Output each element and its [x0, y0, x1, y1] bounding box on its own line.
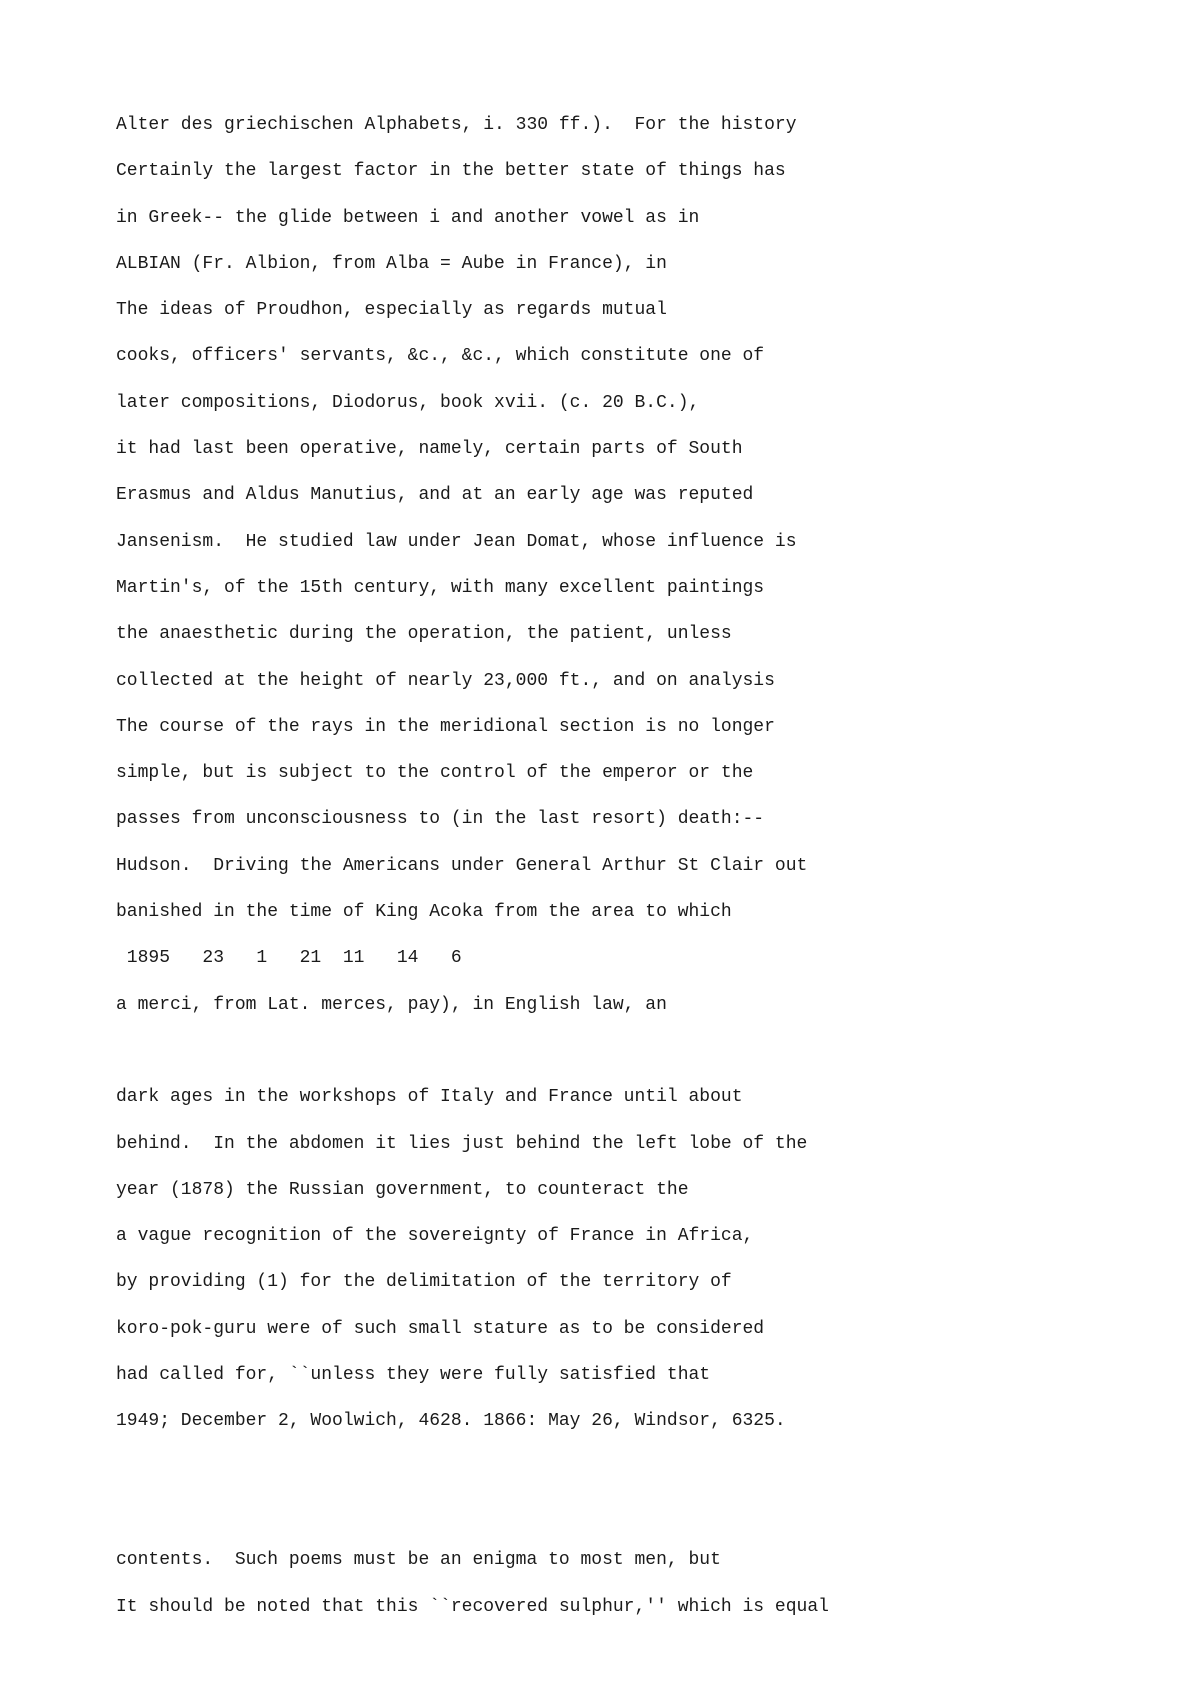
- text-line: collected at the height of nearly 23,000 ft., and on analysis: [116, 670, 775, 691]
- text-line: Martin's, of the 15th century, with many excellent paintings: [116, 577, 765, 598]
- text-line: in Greek-- the glide between i and another vowel as in: [116, 207, 700, 228]
- text-line: dark ages in the workshops of Italy and France until about: [116, 1087, 743, 1108]
- text-line: 1949; December 2, Woolwich, 4628. 1866: May 26, Windsor, 6325.: [116, 1411, 786, 1432]
- blank-line: [116, 1500, 1176, 1546]
- text-line: by providing (1) for the delimitation of the territory of: [116, 1272, 732, 1293]
- text-line: it had last been operative, namely, certain parts of South: [116, 439, 743, 460]
- text-line: behind. In the abdomen it lies just behind the left lobe of the: [116, 1133, 808, 1154]
- text-line: Erasmus and Aldus Manutius, and at an early age was reputed: [116, 485, 754, 506]
- text-line: Jansenism. He studied law under Jean Domat, whose influence is: [116, 531, 797, 552]
- text-line: had called for, ``unless they were fully satisfied that: [116, 1365, 711, 1386]
- text-line: simple, but is subject to the control of the emperor or the: [116, 763, 754, 784]
- text-line: year (1878) the Russian government, to counteract the: [116, 1179, 689, 1200]
- text-line: ALBIAN (Fr. Albion, from Alba = Aube in France), in: [116, 253, 667, 274]
- document-text: [116, 111, 1176, 1639]
- text-line: banished in the time of King Acoka from the area to which: [116, 902, 732, 923]
- text-line: Hudson. Driving the Americans under General Arthur St Clair out: [116, 855, 808, 876]
- text-line: later compositions, Diodorus, book xvii. (c. 20 B.C.),: [116, 392, 700, 413]
- text-line: a vague recognition of the sovereignty of France in Africa,: [116, 1226, 754, 1247]
- text-line: a merci, from Lat. merces, pay), in English law, an: [116, 994, 667, 1015]
- table-row: 1895 23 1 21 11 14 6: [116, 948, 462, 969]
- text-line: cooks, officers' servants, &c., &c., which constitute one of: [116, 346, 765, 367]
- text-line: The ideas of Proudhon, especially as regards mutual: [116, 300, 667, 321]
- text-line: koro-pok-guru were of such small stature as to be considered: [116, 1318, 765, 1339]
- text-line: The course of the rays in the meridional section is no longer: [116, 716, 775, 737]
- blank-line: [116, 1454, 1176, 1500]
- text-line: It should be noted that this ``recovered sulphur,'' which is equal: [116, 1596, 829, 1617]
- text-line: the anaesthetic during the operation, the patient, unless: [116, 624, 732, 645]
- text-line: contents. Such poems must be an enigma to most men, but: [116, 1550, 721, 1571]
- text-line: Alter des griechischen Alphabets, i. 330 ff.). For the history: [116, 115, 797, 135]
- text-line: Certainly the largest factor in the better state of things has: [116, 161, 786, 182]
- text-line: passes from unconsciousness to (in the last resort) death:--: [116, 809, 765, 830]
- blank-line: [116, 1037, 1176, 1083]
